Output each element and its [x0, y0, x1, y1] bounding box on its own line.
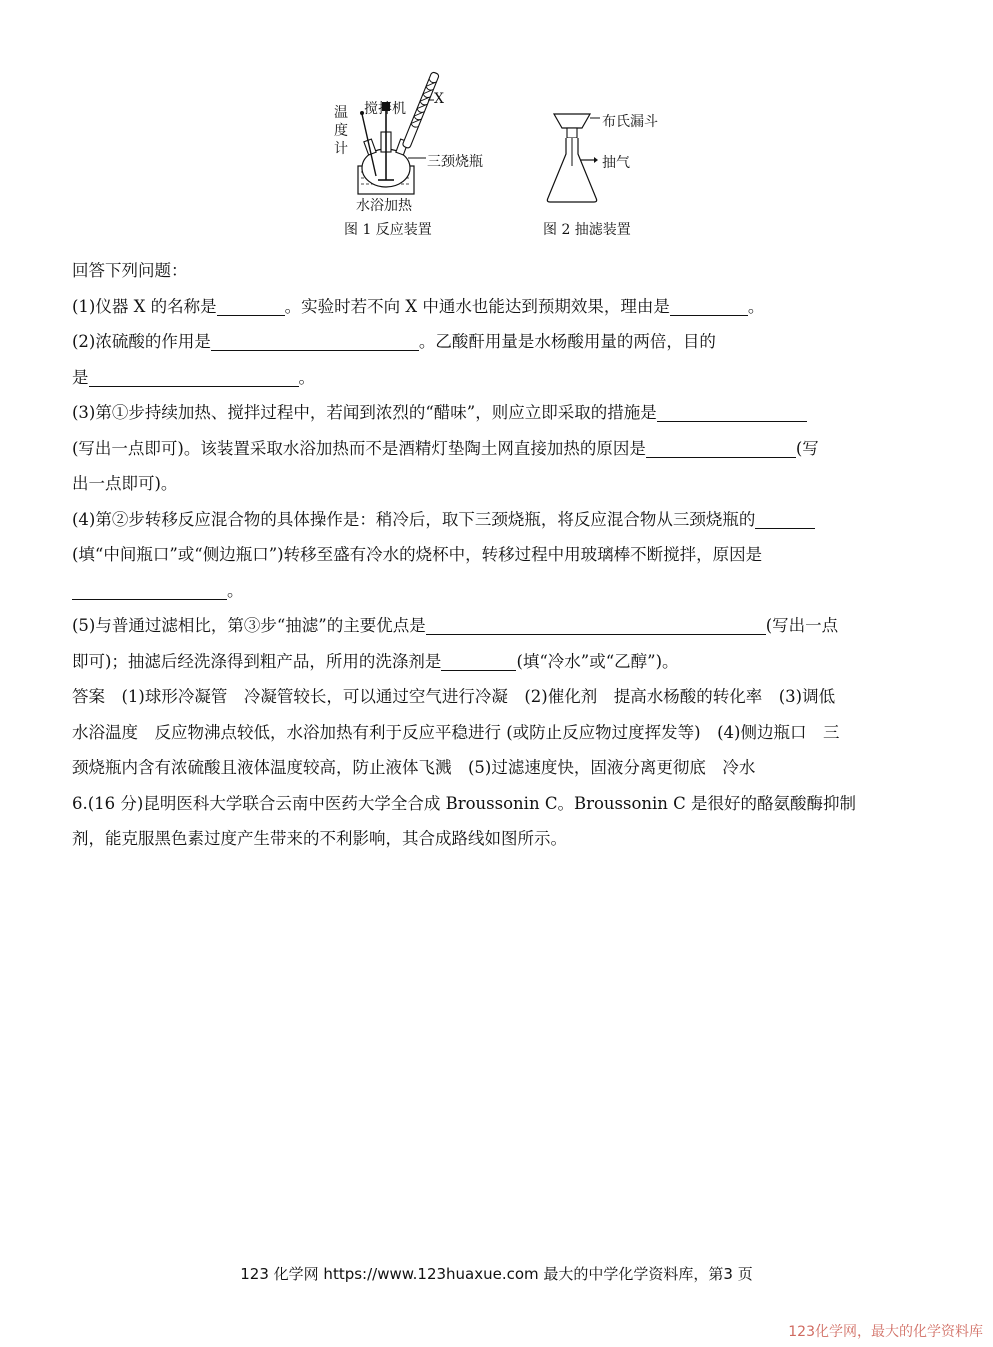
question-2	[72, 324, 922, 360]
intro-label: 回答下列问题：	[72, 261, 188, 280]
q5-text: (5)与普通过滤相比，第③步“抽滤”的主要优点是	[72, 616, 426, 635]
thermometer-label: 计	[334, 141, 348, 157]
answer-text: 答案 (1)球形冷凝管 冷凝管较长，可以通过空气进行冷凝 (2)催化剂 提高水杨酸的转化率 (3)调低	[72, 687, 836, 706]
answer-text: 颈烧瓶内含有浓硫酸且液体温度较高，防止液体飞溅 (5)过滤速度快，固液分离更彻底 冷水	[72, 758, 756, 777]
question-4-cont2	[72, 573, 922, 609]
figure-1-caption: 图 1 反应装置	[344, 222, 432, 238]
q2-text: 。乙酸酐用量是水杨酸用量的两倍，目的	[418, 332, 716, 351]
question-3	[72, 395, 922, 431]
answer-line	[72, 715, 922, 751]
q1-text: (1)仪器 X 的名称是	[72, 296, 217, 316]
answer-blank	[89, 366, 299, 387]
question-1	[72, 289, 922, 325]
page-footer: 123 化学网 https://www.123huaxue.com 最大的中学化学资料库，第3 页	[240, 1265, 753, 1283]
water-bath-label: 水浴加热	[356, 198, 412, 214]
flask-label: 三颈烧瓶	[427, 154, 483, 170]
question-4	[72, 502, 922, 538]
question-2-cont	[72, 360, 922, 396]
question-6-cont	[72, 821, 922, 857]
answer-blank	[426, 614, 766, 635]
q4-text: (4)第②步转移反应混合物的具体操作是：稍冷后，取下三颈烧瓶，将反应混合物从三颈烧瓶的	[72, 509, 756, 529]
answer-blank	[657, 401, 807, 422]
q4-text: (填“中间瓶口”或“侧边瓶口”)转移至盛有冷水的烧杯中，转移过程中用玻璃棒不断搅拌，原因是	[72, 545, 763, 564]
answer-blank	[217, 295, 285, 316]
question-6	[72, 786, 922, 822]
thermometer-label: 温	[334, 105, 348, 121]
buchner-funnel-label: 布氏漏斗	[602, 114, 658, 130]
q1-text: 。	[747, 296, 765, 316]
answer-line	[72, 679, 922, 715]
answer-blank	[755, 508, 815, 529]
q3-text: (写出一点即可)。该装置采取水浴加热而不是酒精灯垫陶土网直接加热的原因是	[72, 438, 646, 458]
question-5-cont	[72, 644, 922, 680]
q5-text: (写出一点	[765, 616, 839, 635]
answer-blank	[211, 330, 419, 351]
q6-text: 6.(16 分)昆明医科大学联合云南中医药大学全合成 Broussonin C。Broussonin C 是很好的酪氨酸酶抑制	[72, 793, 857, 813]
suction-label: 抽气	[602, 155, 630, 171]
intro-text	[72, 253, 922, 289]
answer-text: 水浴温度 反应物沸点较低，水浴加热有利于反应平稳进行 (或防止反应物过度挥发等) (4)侧边瓶口 三	[72, 722, 840, 742]
answer-blank	[646, 437, 796, 458]
condenser-x-label: X	[434, 91, 444, 107]
question-3-cont	[72, 431, 922, 467]
q5-text: (填“冷水”或“乙醇”)。	[516, 651, 679, 671]
figure-2-caption: 图 2 抽滤装置	[543, 222, 631, 238]
question-5	[72, 608, 922, 644]
answer-line	[72, 750, 922, 786]
q2-text: (2)浓硫酸的作用是	[72, 332, 211, 351]
q5-text: 即可)；抽滤后经洗涤得到粗产品，所用的洗涤剂是	[72, 651, 442, 671]
q4-text: 。	[227, 580, 244, 600]
thermometer-label: 度	[334, 123, 348, 139]
answer-blank	[670, 295, 748, 316]
stirrer-label: 搅拌机	[364, 101, 406, 117]
q6-text: 剂，能克服黑色素过度产生带来的不利影响，其合成路线如图所示。	[72, 829, 567, 848]
q3-text: 出一点即可)。	[72, 474, 178, 493]
answer-blank	[72, 579, 227, 600]
q3-text: (3)第①步持续加热、搅拌过程中，若闻到浓烈的“醋味”，则应立即采取的措施是	[72, 403, 657, 422]
q3-text: (写	[795, 438, 819, 458]
answer-blank	[441, 650, 516, 671]
q2-text: 。	[298, 367, 315, 387]
question-4-cont	[72, 537, 922, 573]
apparatus-figure	[328, 68, 688, 240]
watermark-text: 123化学网，最大的化学资料库	[788, 1324, 983, 1340]
q1-text: 。实验时若不向 X 中通水也能达到预期效果，理由是	[284, 296, 670, 316]
q2-text: 是	[72, 367, 89, 387]
question-content	[72, 253, 922, 857]
question-3-cont2	[72, 466, 922, 502]
